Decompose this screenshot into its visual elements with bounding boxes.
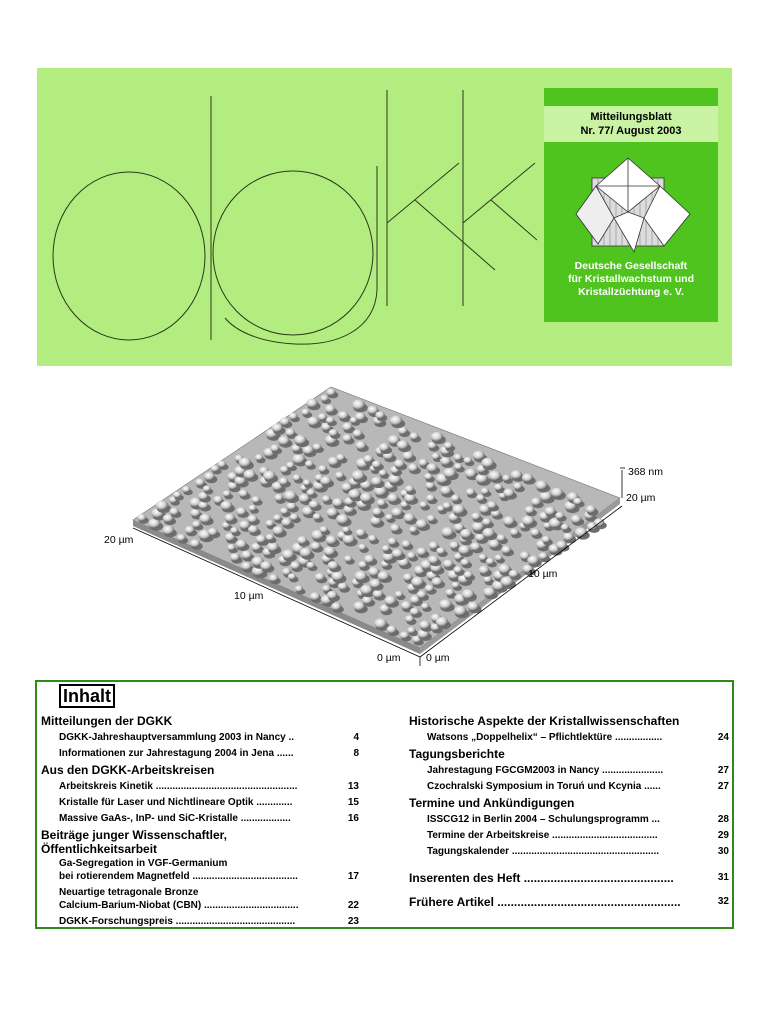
afm-surface-plot — [0, 370, 770, 670]
issue-title: Mitteilungsblatt — [590, 111, 672, 123]
crystal-icon — [564, 156, 698, 256]
toc-item[interactable]: DGKK-Jahreshauptversammlung 2003 in Nancy .. 4 — [59, 732, 359, 743]
toc-section: Historische Aspekte der Kristallwissenschaften — [409, 714, 680, 728]
table-of-contents — [35, 680, 734, 929]
toc-section-link[interactable]: Frühere Artikel ....................................................... 32 — [409, 895, 729, 909]
toc-item[interactable]: ISSCG12 in Berlin 2004 – Schulungsprogramm ... 28 — [427, 814, 729, 825]
toc-item[interactable]: Tagungskalender ..................................................... 30 — [427, 846, 729, 857]
origin-left-label: 0 µm — [377, 652, 401, 664]
society-line-2: für Kristallwachstum und — [567, 273, 694, 285]
toc-item[interactable]: Czochralski Symposium in Toruń und Kcynia ...... 27 — [427, 781, 729, 792]
issue-number: Nr. 77/ August 2003 — [580, 125, 682, 137]
society-line-1: Deutsche Gesellschaft — [574, 260, 688, 272]
toc-item[interactable]: Watsons „Doppelhelix“ – Pflichtlektüre ................. 24 — [427, 732, 729, 743]
toc-section-link[interactable]: Inserenten des Heft ............................................. 31 — [409, 871, 729, 885]
y-axis-mid-label: 10 µm — [234, 590, 264, 602]
issue-label — [544, 106, 718, 142]
toc-item[interactable]: Kristalle für Laser und Nichtlineare Optik ............. 15 — [59, 797, 359, 808]
z-axis-label: 368 nm — [628, 466, 664, 478]
toc-section-cont: Öffentlichkeitsarbeit — [41, 842, 158, 856]
cover-banner — [37, 68, 732, 366]
toc-title: Inhalt — [59, 684, 115, 708]
y-axis-left-label: 20 µm — [104, 534, 134, 546]
toc-section: Aus den DGKK-Arbeitskreisen — [41, 763, 215, 777]
toc-section: Tagungsberichte — [409, 747, 505, 761]
toc-left-column — [41, 712, 359, 931]
dgkk-logo — [37, 68, 537, 366]
toc-item[interactable]: Jahrestagung FGCGM2003 in Nancy ...................... 27 — [427, 765, 729, 776]
society-line-3: Kristallzüchtung e. V. — [578, 286, 684, 298]
toc-section: Mitteilungen der DGKK — [41, 714, 173, 728]
toc-section: Beiträge junger Wissenschaftler, — [41, 828, 227, 842]
origin-right-label: 0 µm — [426, 652, 450, 664]
toc-item[interactable]: Massive GaAs-, InP- und SiC-Kristalle .................. 16 — [59, 813, 359, 824]
toc-right-column — [409, 712, 729, 909]
toc-item[interactable]: Informationen zur Jahrestagung 2004 in Jena ...... 8 — [59, 748, 359, 759]
toc-item[interactable]: Ga-Segregation in VGF-Germanium bei rotierendem Magnetfeld ...................................... 17 — [59, 858, 359, 882]
toc-item[interactable]: Arbeitskreis Kinetik ................................................... 13 — [59, 781, 359, 792]
toc-item[interactable]: DGKK-Forschungspreis ........................................... 23 — [59, 916, 359, 927]
toc-item[interactable]: Neuartige tetragonale Bronze Calcium-Barium-Niobat (CBN) .................................. 22 — [59, 887, 359, 911]
x-axis-mid-label: 10 µm — [528, 568, 558, 580]
toc-section: Termine und Ankündigungen — [409, 796, 575, 810]
y-axis-far-label: 20 µm — [626, 492, 656, 504]
toc-item[interactable]: Termine der Arbeitskreise ...................................... 29 — [427, 830, 729, 841]
society-name — [544, 260, 718, 299]
